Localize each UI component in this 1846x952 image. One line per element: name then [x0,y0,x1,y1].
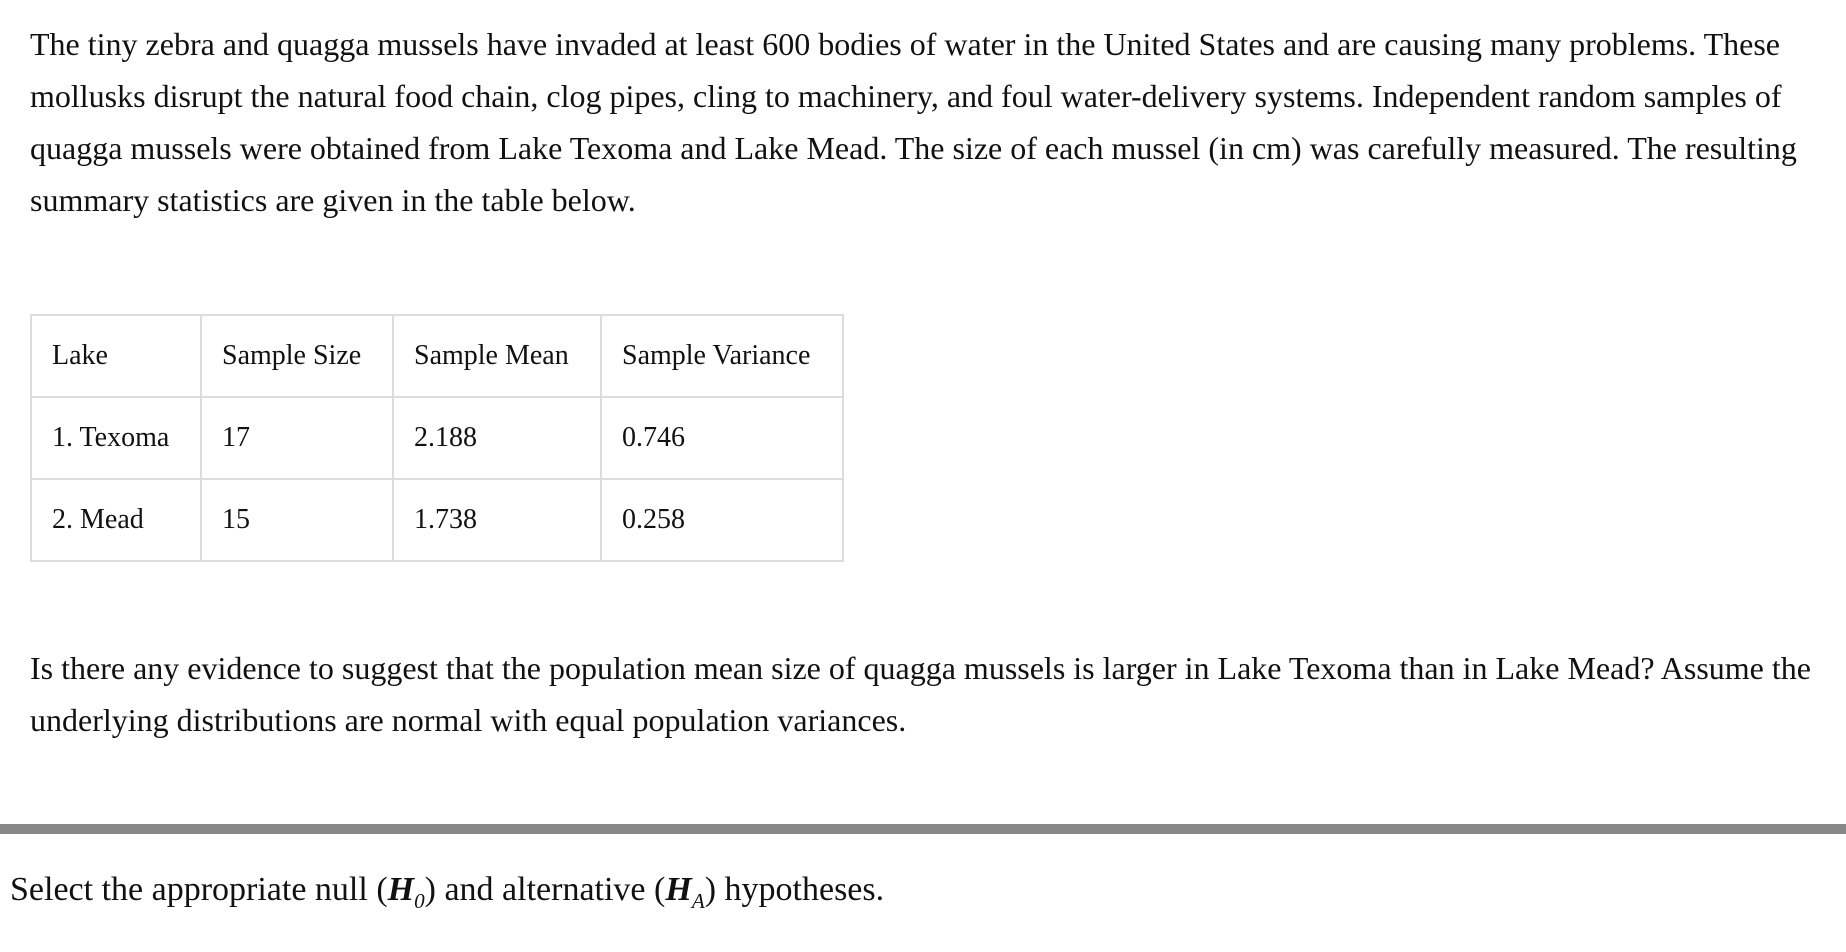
cell-sample-size: 17 [201,397,393,479]
summary-statistics-table [30,314,844,562]
cell-lake: 2. Mead [31,479,201,561]
null-hypothesis-subscript: 0 [414,888,425,913]
null-hypothesis-symbol [387,871,425,913]
cell-sample-variance: 0.258 [601,479,843,561]
cell-sample-size: 15 [201,479,393,561]
question-paragraph: Is there any evidence to suggest that the population mean size of quagga mussels is larger in Lake Texoma than in Lake Mead? Assume the underlying distributions are normal with equal population variances. [30,650,1811,738]
alternative-hypothesis-letter: H [665,871,692,908]
table-row [31,397,843,479]
alternative-hypothesis-subscript: A [691,888,705,913]
cell-sample-mean: 2.188 [393,397,601,479]
header-sample-variance: Sample Variance [601,315,843,397]
cell-sample-mean: 1.738 [393,479,601,561]
table-header-row [31,315,843,397]
header-sample-mean: Sample Mean [393,315,601,397]
null-hypothesis-letter: H [387,871,415,908]
cell-sample-variance: 0.746 [601,397,843,479]
prompt-text-end: ) hypotheses. [704,871,885,908]
prompt-text-start: Select the appropriate null ( [10,871,388,908]
hypotheses-prompt [10,862,884,929]
table-row [31,479,843,561]
section-divider [0,824,1846,834]
cell-lake: 1. Texoma [31,397,201,479]
alternative-hypothesis-symbol [665,871,705,913]
header-sample-size: Sample Size [201,315,393,397]
intro-paragraph: The tiny zebra and quagga mussels have invaded at least 600 bodies of water in the United States and are causing many problems. These mollusks disrupt the natural food chain, clog pipes, cling to machinery, and foul water-delivery systems. Independent random samples of quagga mussels were obtained from Lake Texoma and Lake Mead. The size of each mussel (in cm) was carefully measured. The resulting summary statistics are given in the table below. [30,26,1797,218]
prompt-text-middle: ) and alternative ( [424,871,666,908]
header-lake: Lake [31,315,201,397]
